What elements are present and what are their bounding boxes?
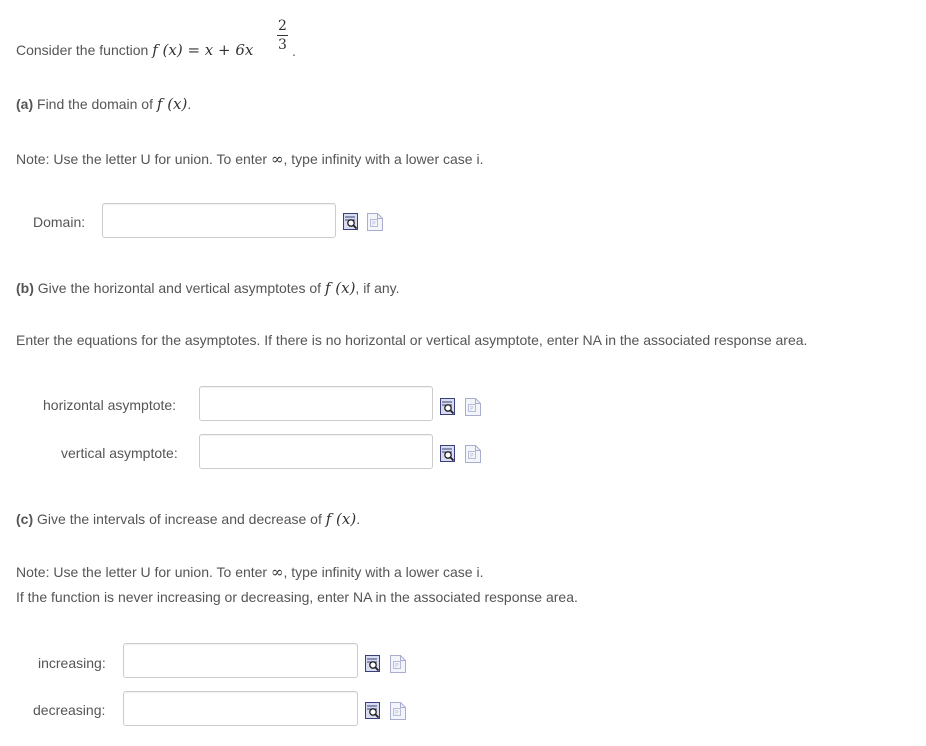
part-a-note (16, 150, 483, 168)
part-c-heading (16, 510, 360, 528)
part-b-instructions: Enter the equations for the asymptotes. If there is no horizontal or vertical asymptote, enter NA in the associated response area. (16, 332, 808, 348)
vertical-asymptote-input[interactable] (199, 434, 433, 469)
part-c-tag: (c) (16, 511, 34, 527)
math-palette-icon[interactable] (465, 398, 481, 416)
math-palette-icon[interactable] (390, 702, 406, 720)
part-c-text: Give the intervals of increase and decrease of (33, 511, 326, 527)
svg-text:P: P (470, 405, 474, 413)
part-c-note-2: If the function is never increasing or decreasing, enter NA in the associated response area. (16, 589, 578, 605)
part-a-end: . (187, 96, 192, 112)
part-a-note-text-2: , type infinity with a lower case i. (283, 151, 484, 167)
exponent-fraction-bar (277, 35, 288, 36)
preview-icon[interactable] (365, 702, 381, 720)
infinity-symbol: ∞ (271, 150, 284, 168)
preview-icon[interactable] (440, 445, 456, 463)
svg-text:P: P (395, 662, 399, 670)
part-b-end: , if any. (355, 280, 400, 296)
intro-prefix: Consider the function (16, 42, 153, 58)
intro-suffix: . (292, 43, 296, 59)
domain-input[interactable] (102, 203, 336, 238)
part-b-text: Give the horizontal and vertical asymptotes of (33, 280, 325, 296)
part-c-fx: f (x) (325, 510, 357, 528)
part-a-heading (16, 95, 191, 113)
preview-icon[interactable] (365, 655, 381, 673)
exponent-denominator: 3 (278, 37, 287, 53)
part-b-fx: f (x) (324, 279, 356, 297)
function-expression: f (x) = x + 6x (152, 41, 254, 59)
part-a-text: Find the domain of (33, 96, 157, 112)
increasing-label: increasing: (38, 655, 106, 671)
math-palette-icon[interactable] (367, 213, 383, 231)
part-c-end: . (356, 511, 361, 527)
part-b-heading (16, 279, 400, 297)
svg-text:P: P (395, 709, 399, 717)
svg-text:P: P (470, 452, 474, 460)
math-palette-icon[interactable] (390, 655, 406, 673)
part-c-note-text-2: , type infinity with a lower case i. (283, 564, 484, 580)
infinity-symbol: ∞ (271, 563, 284, 581)
increasing-input[interactable] (123, 643, 358, 678)
part-c-note (16, 563, 483, 581)
intro-text (16, 41, 253, 59)
svg-text:P: P (372, 220, 376, 228)
preview-icon[interactable] (343, 213, 359, 231)
horizontal-asymptote-input[interactable] (199, 386, 433, 421)
horizontal-asymptote-label: horizontal asymptote: (43, 397, 177, 413)
part-a-tag: (a) (16, 96, 34, 112)
part-a-fx: f (x) (156, 95, 188, 113)
part-c-note-text: Note: Use the letter U for union. To enter (16, 564, 271, 580)
part-a-note-text: Note: Use the letter U for union. To enter (16, 151, 271, 167)
decreasing-label: decreasing: (33, 702, 106, 718)
decreasing-input[interactable] (123, 691, 358, 726)
preview-icon[interactable] (440, 398, 456, 416)
domain-label: Domain: (33, 214, 86, 230)
math-palette-icon[interactable] (465, 445, 481, 463)
vertical-asymptote-label: vertical asymptote: (61, 445, 178, 461)
part-b-tag: (b) (16, 280, 34, 296)
exponent-numerator: 2 (278, 18, 287, 34)
